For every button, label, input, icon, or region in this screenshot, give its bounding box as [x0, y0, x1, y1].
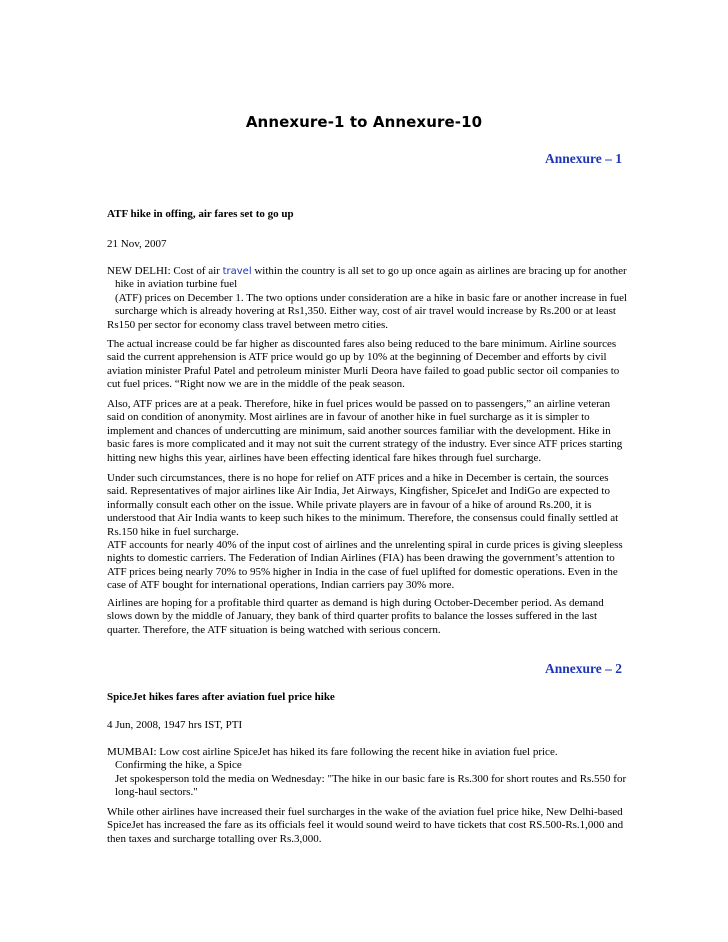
- text-line: understood that Air India wants to keep such hikes to the minimum. Therefore, the consensus could finally settled at: [107, 512, 619, 525]
- text-line: said the current apprehension is ATF price would go up by 10% at the beginning of December and efforts by civil: [107, 351, 607, 364]
- text-line: nights to domestic carriers. The Federation of Indian Airlines (FIA) has been drawing the government’s attention to: [107, 552, 615, 565]
- travel-link[interactable]: travel: [222, 266, 252, 277]
- text-line: case of ATF bought for international operations, Indian carriers pay 30% more.: [107, 579, 455, 592]
- annexure-1-paragraph-1: [107, 265, 627, 332]
- text-line: While other airlines have increased their fuel surcharges in the wake of the aviation fuel price hike, New Delhi-based: [107, 806, 623, 818]
- text-line: Airlines are hoping for a profitable third quarter as demand is high during October-December period. As demand: [107, 597, 604, 609]
- annexure-2-paragraph-2: [107, 806, 627, 846]
- text-fragment: NEW DELHI: Cost of air: [107, 265, 220, 277]
- text-line: slows down by the middle of January, they bank of third quarter profits to balance the losses suffered in the last: [107, 610, 597, 623]
- annexure-1-paragraph-4: [107, 472, 627, 593]
- annexure-1-date: 21 Nov, 2007: [107, 238, 167, 250]
- text-line: (ATF) prices on December 1. The two options under consideration are a hike in basic fare or another increase in fuel: [115, 291, 628, 304]
- text-line: SpiceJet has increased the fare as its officials feel it would sound weird to have tickets that cost RS.500-Rs.1,000 and: [107, 819, 624, 832]
- annexure-1-label: Annexure – 1: [544, 151, 622, 166]
- annexure-1-paragraph-5: [107, 597, 627, 637]
- annexure-1-paragraph-2: [107, 338, 627, 392]
- document-title: Annexure-1 to Annexure-10: [245, 113, 483, 131]
- annexure-1-headline: ATF hike in offing, air fares set to go up: [107, 208, 294, 220]
- text-line: Under such circumstances, there is no hope for relief on ATF prices and a hike in December is certain, the sources: [107, 472, 609, 484]
- annexure-2-headline: SpiceJet hikes fares after aviation fuel price hike: [107, 691, 335, 703]
- annexure-2-label: Annexure – 2: [544, 661, 622, 676]
- text-line: Jet spokesperson told the media on Wednesday: "The hike in our basic fare is Rs.300 for short routes and Rs.550 for: [115, 772, 627, 785]
- annexure-2-date: 4 Jun, 2008, 1947 hrs IST, PTI: [107, 719, 243, 731]
- text-line: said on condition of anonymity. Most airlines are in favour of another hike in fuel surcharge as it is simpler to: [107, 411, 590, 424]
- text-line: hike in aviation turbine fuel: [115, 278, 238, 291]
- text-line: Confirming the hike, a Spice: [115, 759, 242, 772]
- text-fragment: within the country is all set to go up once again as airlines are bracing up for another: [254, 265, 627, 277]
- text-line: [107, 265, 627, 278]
- text-line: Rs.150 hike in fuel surcharge.: [107, 525, 239, 538]
- text-line: cut fuel prices. “Right now we are in the middle of the peak season.: [107, 378, 405, 391]
- text-line: ATF prices being nearly 70% to 95% higher in India in the case of fuel uplifted for domestic operations. Even in the: [107, 565, 618, 578]
- text-line: surcharge which is already hovering at Rs1,350. Either way, cost of air travel would increase by Rs.200 or at least: [115, 305, 616, 318]
- text-line: quarter. Therefore, the ATF situation is being watched with serious concern.: [107, 623, 441, 636]
- text-line: MUMBAI: Low cost airline SpiceJet has hiked its fare following the recent hike in aviation fuel price.: [107, 746, 558, 758]
- text-line: implement and chances of undercutting are minimum, said another sources familiar with the development. Hike in: [107, 424, 611, 437]
- annexure-1-paragraph-3: [107, 398, 627, 465]
- text-line: basic fares is more complicated and it may not suit the current strategy of the industry. Ever since ATF prices starting: [107, 438, 623, 451]
- text-line: then taxes and surcharge totalling over Rs.3,000.: [107, 832, 322, 845]
- text-line: informally consult each other on the issue. While private players are in favour of a hike of around Rs.200, it is: [107, 498, 592, 511]
- annexure-2-paragraph-1: [107, 746, 627, 800]
- text-line: hitting new highs this year, airlines have been effecting identical fare hikes through fuel surcharge.: [107, 451, 542, 464]
- text-line: Also, ATF prices are at a peak. Therefore, hike in fuel prices would be passed on to passengers,” an airline veteran: [107, 398, 611, 410]
- text-line: The actual increase could be far higher as discounted fares also being reduced to the bare minimum. Airline sources: [107, 338, 617, 350]
- text-line: Rs150 per sector for economy class travel between metro cities.: [107, 318, 389, 331]
- text-line: aviation minister Praful Patel and petroleum minister Murli Deora have failed to goad public sector oil companies to: [107, 364, 620, 377]
- text-line: said. Representatives of major airlines like Air India, Jet Airways, Kingfisher, SpiceJet and IndiGo are expected to: [107, 485, 610, 498]
- text-line: ATF accounts for nearly 40% of the input cost of airlines and the unrelenting spiral in curde prices is giving sleepless: [107, 539, 623, 552]
- text-line: long-haul sectors.": [115, 786, 198, 799]
